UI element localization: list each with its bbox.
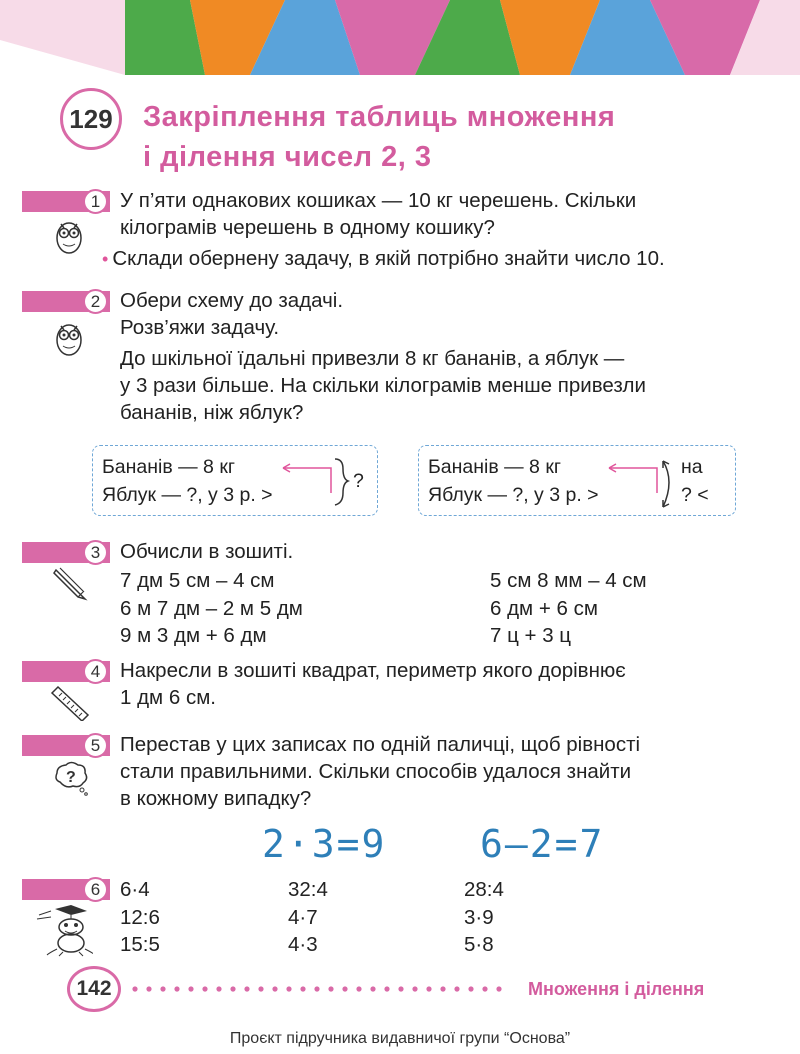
scheme-option-2[interactable]: [418, 445, 736, 516]
lesson-title-line2: і ділення чисел 2, 3: [143, 141, 432, 173]
owl-icon: [52, 216, 86, 256]
task6-expr: 12:6: [120, 906, 160, 929]
task1-line2: кілограмів черешень в одному кошику?: [120, 216, 495, 239]
pencil-icon: [52, 566, 88, 602]
task6-expr: 6·4: [120, 878, 150, 901]
task5-line2: стали правильними. Скільки способів удалося знайти: [120, 760, 632, 783]
scheme-option-1[interactable]: [92, 445, 378, 516]
task-number: 6: [83, 877, 108, 902]
lesson-number: 129: [60, 88, 122, 150]
task2-line1: Обери схему до задачі.: [120, 289, 344, 312]
task6-expr: 3·9: [464, 906, 494, 929]
scheme2-row2: Яблук — ?, у 3 р. >: [428, 484, 599, 506]
task1-bullet-text: Склади обернену задачу, в якій потрібно знайти число 10.: [112, 247, 665, 270]
scheme2-label-na: на: [681, 456, 703, 478]
task6-expr: 4·3: [288, 933, 318, 956]
task3-instruction: Обчисли в зошиті.: [120, 540, 294, 563]
scheme2-label-question: ? <: [681, 484, 709, 506]
scheme2-row1: Бананів — 8 кг: [428, 456, 561, 478]
task3-left-expr: 6 м 7 дм – 2 м 5 дм: [120, 597, 303, 620]
task6-expr: 4·7: [288, 906, 318, 929]
task1-bullet-item: [102, 245, 665, 273]
task2-problem-line1: До шкільної їдальні привезли 8 кг бананів, а яблук —: [120, 347, 625, 370]
top-decorative-banner: [0, 0, 800, 75]
footer-dotted-line: [130, 979, 510, 999]
task3-right-expr: 6 дм + 6 см: [490, 597, 598, 620]
task-number: 4: [83, 659, 108, 684]
task6-expr: 15:5: [120, 933, 160, 956]
scheme2-arrows: [599, 451, 689, 513]
publisher-credit: Проєкт підручника видавничої групи “Основа”: [229, 1030, 571, 1047]
lesson-title-line1: Закріплення таблиць множення: [143, 101, 616, 133]
task3-left-expr: 7 дм 5 см – 4 см: [120, 569, 275, 592]
ruler-icon: [50, 685, 90, 721]
owl-icon: [52, 318, 86, 358]
scheme1-question-mark: ?: [353, 470, 364, 492]
task-number: 3: [83, 540, 108, 565]
task3-right-expr: 5 см 8 мм – 4 см: [490, 569, 647, 592]
page-number: 142: [67, 966, 121, 1012]
bullet-icon: •: [102, 249, 109, 269]
task5-line3: в кожному випадку?: [120, 787, 312, 810]
scheme1-row2: Яблук — ?, у 3 р. >: [102, 484, 273, 506]
task3-right-expr: 7 ц + 3 ц: [490, 624, 572, 647]
task6-expr: 32:4: [288, 878, 328, 901]
task6-expr: 5·8: [464, 933, 494, 956]
task4-line2: 1 дм 6 см.: [120, 686, 216, 709]
task-number: 2: [83, 289, 108, 314]
task-number: 1: [83, 189, 108, 214]
task3-left-expr: 9 м 3 дм + 6 дм: [120, 624, 267, 647]
task1-line1: У п’яти однакових кошиках — 10 кг черешень. Скільки: [120, 189, 637, 212]
task5-line1: Перестав у цих записах по одній паличці, щоб рівності: [120, 733, 641, 756]
matchstick-expression-2: 6–2=7: [480, 822, 605, 866]
frog-graduate-icon: [33, 905, 93, 957]
matchstick-expression-1: 2·3=9: [262, 822, 387, 866]
task-number: 5: [83, 733, 108, 758]
scheme1-row1: Бананів — 8 кг: [102, 456, 235, 478]
section-name: Множення і ділення: [528, 979, 705, 999]
task2-problem-line2: у 3 рази більше. На скільки кілограмів менше привезли: [120, 374, 646, 397]
task2-problem-line3: бананів, ніж яблук?: [120, 401, 304, 424]
task4-line1: Накресли в зошиті квадрат, периметр якого дорівнює: [120, 659, 626, 682]
svg-text:?: ?: [66, 769, 76, 786]
thinking-question-icon: [52, 760, 90, 796]
task6-expr: 28:4: [464, 878, 504, 901]
task2-line2: Розв’яжи задачу.: [120, 316, 280, 339]
